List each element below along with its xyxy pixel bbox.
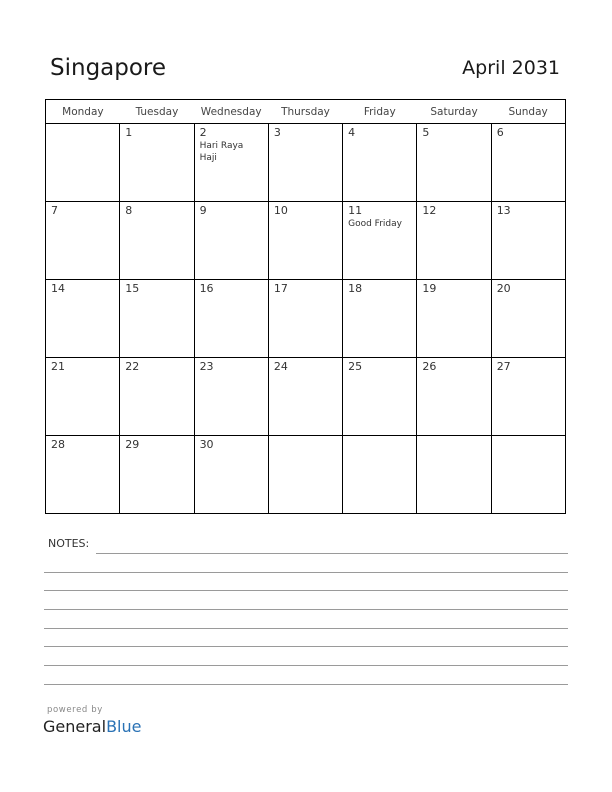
- day-cell: [343, 202, 417, 280]
- notes-line[interactable]: [44, 628, 568, 629]
- day-cell: [194, 202, 268, 280]
- day-cell: [268, 436, 342, 514]
- day-cell: [46, 436, 120, 514]
- day-cell: [417, 124, 491, 202]
- day-number: 10: [273, 204, 288, 217]
- day-number: 19: [422, 282, 437, 295]
- day-cell: [46, 202, 120, 280]
- holiday-label: [269, 295, 342, 296]
- notes-line[interactable]: [44, 684, 568, 685]
- weekday-header: Monday: [46, 100, 120, 124]
- holiday-label: [269, 438, 342, 439]
- day-cell: [343, 358, 417, 436]
- holiday-label: Good Friday: [348, 219, 402, 229]
- day-number: 20: [496, 282, 511, 295]
- day-number: 6: [496, 126, 504, 139]
- day-number: 23: [199, 360, 214, 373]
- day-cell: [343, 436, 417, 514]
- logo-general: General: [43, 717, 107, 736]
- holiday-label: [195, 295, 268, 296]
- day-cell: [194, 436, 268, 514]
- holiday-label: [417, 295, 490, 296]
- weekday-header: Tuesday: [120, 100, 194, 124]
- day-number: 26: [422, 360, 437, 373]
- holiday-label: [46, 126, 119, 127]
- holiday-label: [492, 295, 565, 296]
- calendar-grid: [45, 99, 566, 514]
- holiday-label: [269, 217, 342, 218]
- day-cell: [417, 280, 491, 358]
- day-cell: [491, 280, 565, 358]
- week-row: [46, 202, 566, 280]
- logo-blue: Blue: [106, 717, 142, 736]
- notes-line[interactable]: [96, 553, 568, 554]
- holiday-label: [120, 139, 193, 140]
- holiday-label: [417, 217, 490, 218]
- day-number: 24: [273, 360, 288, 373]
- day-cell: [120, 202, 194, 280]
- week-row: [46, 436, 566, 514]
- holiday-label: [46, 295, 119, 296]
- day-cell: [268, 280, 342, 358]
- country-title: Singapore: [50, 55, 167, 81]
- notes-line[interactable]: [44, 646, 568, 647]
- holiday-label: [46, 217, 119, 218]
- day-number: 9: [199, 204, 207, 217]
- weekday-header: Wednesday: [194, 100, 268, 124]
- holiday-label: [120, 217, 193, 218]
- holiday-label: [492, 373, 565, 374]
- day-cell: [491, 124, 565, 202]
- holiday-label: [417, 373, 490, 374]
- day-number: 15: [125, 282, 140, 295]
- day-cell: [194, 124, 268, 202]
- day-cell: [343, 280, 417, 358]
- day-cell: [417, 358, 491, 436]
- holiday-label: [269, 373, 342, 374]
- day-number: 13: [496, 204, 511, 217]
- day-number: 2: [199, 126, 207, 139]
- weekday-header-row: [46, 100, 566, 124]
- day-number: 8: [125, 204, 133, 217]
- powered-by-text: powered by: [47, 705, 103, 715]
- day-cell: [46, 280, 120, 358]
- day-cell: [417, 436, 491, 514]
- day-cell: [491, 358, 565, 436]
- notes-line[interactable]: [44, 590, 568, 591]
- notes-line[interactable]: [44, 572, 568, 573]
- holiday-label: [343, 295, 416, 296]
- week-row: [46, 280, 566, 358]
- day-cell: [491, 202, 565, 280]
- holiday-label: [195, 217, 268, 218]
- holiday-label: [492, 438, 565, 439]
- day-number: 18: [348, 282, 363, 295]
- holiday-label: [120, 295, 193, 296]
- day-number: 16: [199, 282, 214, 295]
- day-number: 5: [422, 126, 430, 139]
- day-number: 22: [125, 360, 140, 373]
- day-number: 30: [199, 438, 214, 451]
- day-cell: [46, 358, 120, 436]
- day-number: 28: [51, 438, 65, 451]
- day-cell: [268, 358, 342, 436]
- notes-line[interactable]: [44, 665, 568, 666]
- notes-line[interactable]: [44, 609, 568, 610]
- holiday-label: [46, 451, 119, 452]
- holiday-label: [269, 139, 342, 140]
- notes-label: NOTES:: [48, 537, 90, 550]
- day-number: 1: [125, 126, 133, 139]
- day-cell: [194, 358, 268, 436]
- holiday-label: [417, 139, 490, 140]
- day-cell: [120, 124, 194, 202]
- day-cell: [268, 124, 342, 202]
- holiday-label: [492, 139, 565, 140]
- day-number: 29: [125, 438, 140, 451]
- holiday-label: [343, 373, 416, 374]
- day-cell: [491, 436, 565, 514]
- day-number: 27: [496, 360, 511, 373]
- holiday-label: [195, 373, 268, 374]
- day-number: 3: [273, 126, 281, 139]
- day-number: 7: [51, 204, 58, 217]
- day-number: 4: [348, 126, 356, 139]
- day-number: 25: [348, 360, 363, 373]
- day-number: 14: [51, 282, 65, 295]
- generalblue-logo[interactable]: [43, 717, 141, 736]
- holiday-label: [195, 451, 268, 452]
- day-cell: [268, 202, 342, 280]
- holiday-label: [492, 217, 565, 218]
- weekday-header: Thursday: [268, 100, 342, 124]
- holiday-label: [120, 373, 193, 374]
- holiday-label: [120, 451, 193, 452]
- weekday-header: Sunday: [491, 100, 565, 124]
- day-cell: [120, 358, 194, 436]
- month-title: April 2031: [462, 57, 560, 79]
- day-number: 17: [273, 282, 288, 295]
- day-number: 11: [348, 204, 363, 217]
- day-cell: [343, 124, 417, 202]
- holiday-label: [343, 139, 416, 140]
- day-number: 21: [51, 360, 65, 373]
- holiday-label: [343, 438, 416, 439]
- weekday-header: Friday: [343, 100, 417, 124]
- holiday-label: Hari Raya Haji: [199, 141, 244, 163]
- day-cell: [417, 202, 491, 280]
- day-number: 12: [422, 204, 437, 217]
- week-row: [46, 124, 566, 202]
- weekday-header: Saturday: [417, 100, 491, 124]
- week-row: [46, 358, 566, 436]
- day-cell: [46, 124, 120, 202]
- day-cell: [194, 280, 268, 358]
- day-cell: [120, 436, 194, 514]
- holiday-label: [417, 438, 490, 439]
- day-cell: [120, 280, 194, 358]
- holiday-label: [46, 373, 119, 374]
